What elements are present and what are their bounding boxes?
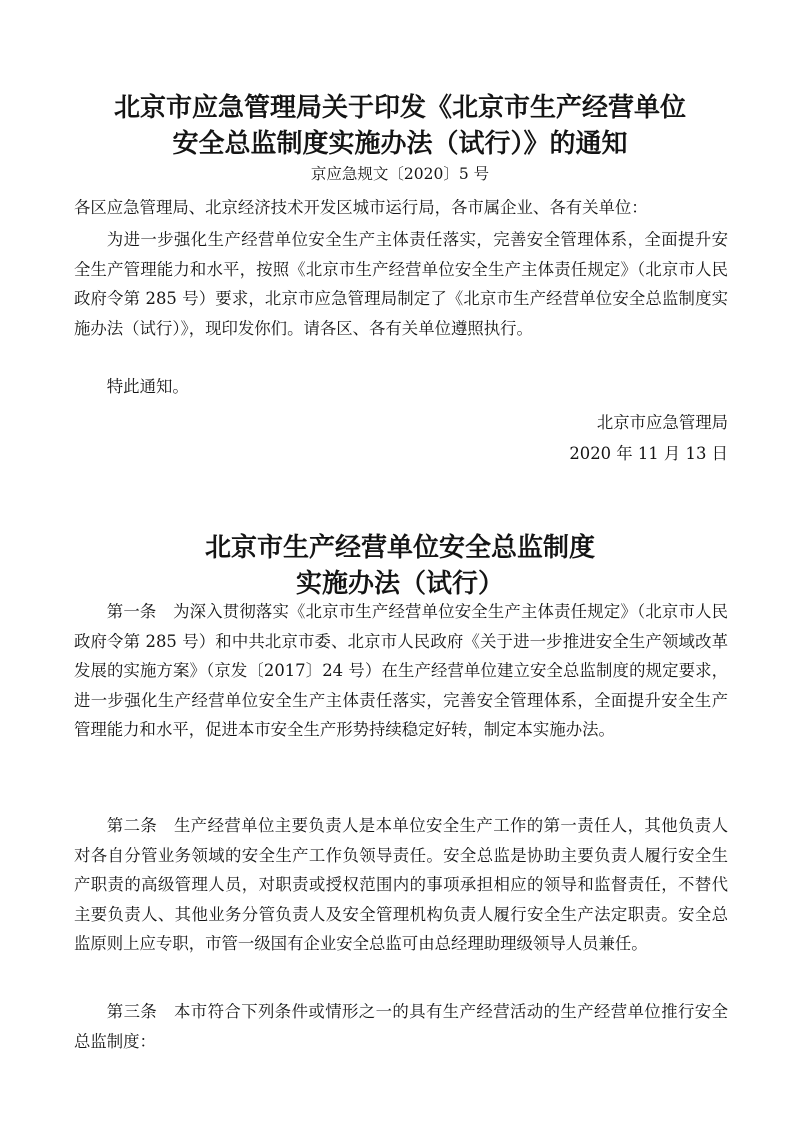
closing-text: 特此通知。 bbox=[106, 377, 189, 396]
article-1: 第一条 为深入贯彻落实《北京市生产经营单位安全生产主体责任规定》（北京市人民政府令第 285 号）和中共北京市委、北京市人民政府《关于进一步推进安全生产领域改革发展的实施方案》（京发〔2017〕24 号）在生产经营单位建立安全总监制度的规定要求，进一步强化生产经营单位安全生产主体责任落实，完善安全管理体系，全面提升安全生产管理能力和水平，促进本市安全生产形势持续稳定好转，制定本实施办法。 bbox=[74, 602, 728, 739]
recipients: 各区应急管理局、北京经济技术开发区城市运行局，各市属企业、各有关单位： bbox=[74, 198, 648, 217]
measures-title-line1: 北京市生产经营单位安全总监制度 bbox=[204, 533, 595, 563]
notice-title-line1: 北京市应急管理局关于印发《北京市生产经营单位 bbox=[113, 93, 686, 123]
issue-date: 2020 年 11 月 13 日 bbox=[569, 444, 728, 463]
notice-body: 为进一步强化生产经营单位安全生产主体责任落实，完善安全管理体系，全面提升安全生产管理能力和水平，按照《北京市生产经营单位安全生产主体责任规定》（北京市人民政府令第 285 号）要求，北京市应急管理局制定了《北京市生产经营单位安全总监制度实施办法（试行）》，现印发你们。请各区、各有关单位遵照执行。 bbox=[74, 230, 728, 338]
article-2: 第二条 生产经营单位主要负责人是本单位安全生产工作的第一责任人，其他负责人对各自分管业务领域的安全生产工作负领导责任。安全总监是协助主要负责人履行安全生产职责的高级管理人员，对职责或授权范围内的事项承担相应的领导和监督责任，不替代主要负责人、其他业务分管负责人及安全管理机构负责人履行安全生产法定职责。安全总监原则上应专职，市管一级国有企业安全总监可由总经理助理级领导人员兼任。 bbox=[74, 816, 728, 953]
issuer: 北京市应急管理局 bbox=[596, 413, 728, 432]
measures-title bbox=[60, 530, 740, 602]
measures-title-line2: 实施办法（试行） bbox=[295, 569, 504, 599]
notice-title-line2: 安全总监制度实施办法（试行）》的通知 bbox=[172, 129, 628, 159]
article-3: 第三条 本市符合下列条件或情形之一的具有生产经营活动的生产经营单位推行安全总监制度： bbox=[74, 1002, 728, 1051]
notice-title bbox=[60, 90, 740, 162]
document-number: 京应急规文〔2020〕5 号 bbox=[310, 165, 490, 183]
